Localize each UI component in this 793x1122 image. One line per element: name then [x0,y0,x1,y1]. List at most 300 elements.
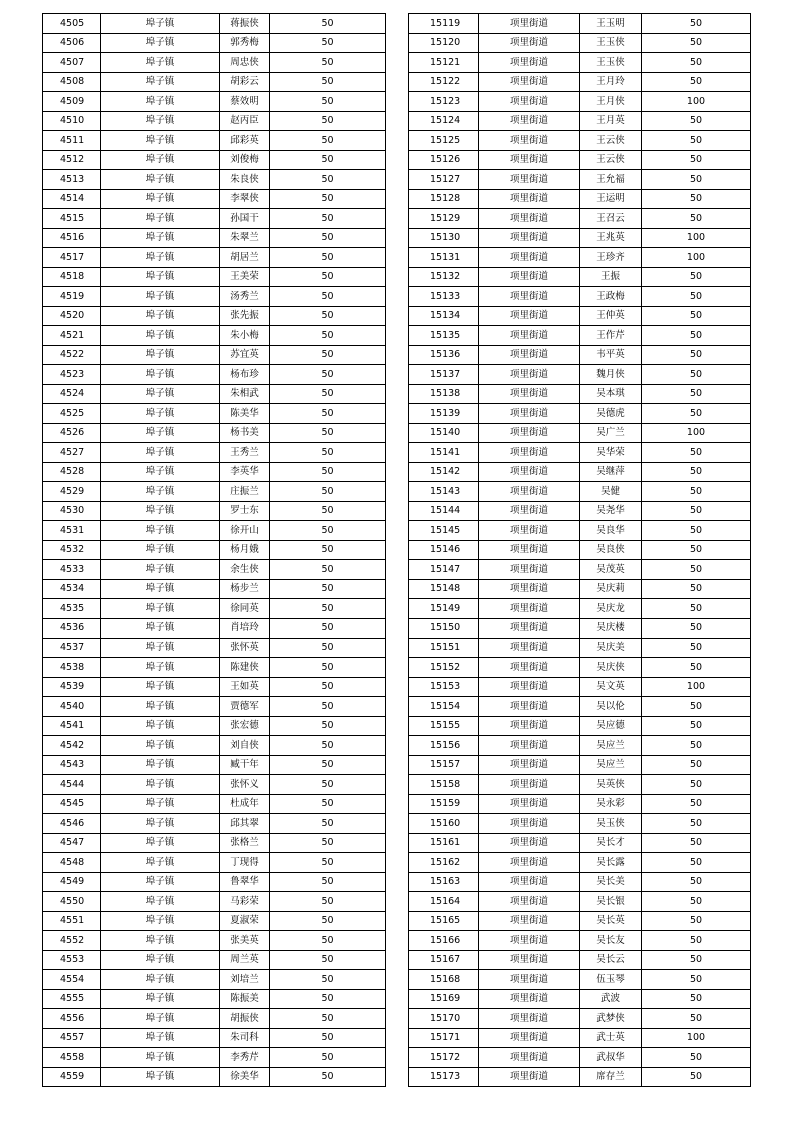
id-cell: 15154 [409,697,479,717]
name-cell: 刘自侠 [220,736,270,756]
name-cell: 吴以伦 [580,697,642,717]
amount-cell: 50 [270,1009,386,1029]
town-cell: 项里街道 [479,267,580,287]
id-cell: 15156 [409,736,479,756]
table-row [43,989,386,1009]
left-table-body [43,14,386,1087]
town-cell: 项里街道 [479,345,580,365]
amount-cell: 50 [642,404,751,424]
table-row [409,150,751,170]
table-row [43,14,386,34]
table-row [43,540,386,560]
table-row [409,540,751,560]
name-cell: 杜成年 [220,794,270,814]
amount-cell: 50 [270,970,386,990]
id-cell: 4547 [43,833,101,853]
name-cell: 吴长银 [580,892,642,912]
name-cell: 吴庆莉 [580,579,642,599]
id-cell: 15148 [409,579,479,599]
id-cell: 15163 [409,872,479,892]
name-cell: 余生侠 [220,560,270,580]
town-cell: 埠子镇 [101,521,220,541]
id-cell: 15167 [409,950,479,970]
id-cell: 15134 [409,306,479,326]
table-row [409,950,751,970]
name-cell: 张美英 [220,931,270,951]
town-cell: 埠子镇 [101,365,220,385]
name-cell: 杨书美 [220,423,270,443]
id-cell: 4514 [43,189,101,209]
id-cell: 15126 [409,150,479,170]
amount-cell: 100 [642,423,751,443]
town-cell: 项里街道 [479,814,580,834]
table-row [409,755,751,775]
amount-cell: 50 [642,599,751,619]
id-cell: 15172 [409,1048,479,1068]
table-row [409,697,751,717]
id-cell: 4536 [43,618,101,638]
amount-cell: 50 [642,482,751,502]
amount-cell: 50 [642,501,751,521]
id-cell: 15162 [409,853,479,873]
amount-cell: 50 [270,1028,386,1048]
name-cell: 臧干年 [220,755,270,775]
table-row [43,1009,386,1029]
town-cell: 项里街道 [479,482,580,502]
town-cell: 埠子镇 [101,697,220,717]
name-cell: 周忠侠 [220,53,270,73]
name-cell: 陈建侠 [220,658,270,678]
table-row [43,462,386,482]
name-cell: 周兰英 [220,950,270,970]
town-cell: 项里街道 [479,287,580,307]
town-cell: 项里街道 [479,189,580,209]
id-cell: 4518 [43,267,101,287]
name-cell: 陈美华 [220,404,270,424]
name-cell: 王月英 [580,111,642,131]
id-cell: 4526 [43,423,101,443]
table-row [43,560,386,580]
id-cell: 4513 [43,170,101,190]
town-cell: 埠子镇 [101,150,220,170]
amount-cell: 50 [642,989,751,1009]
id-cell: 15152 [409,658,479,678]
town-cell: 埠子镇 [101,950,220,970]
town-cell: 埠子镇 [101,892,220,912]
town-cell: 项里街道 [479,599,580,619]
name-cell: 郭秀梅 [220,33,270,53]
town-cell: 项里街道 [479,658,580,678]
amount-cell: 50 [270,150,386,170]
name-cell: 王振 [580,267,642,287]
table-row [43,384,386,404]
amount-cell: 50 [642,970,751,990]
id-cell: 4548 [43,853,101,873]
name-cell: 张先振 [220,306,270,326]
id-cell: 15165 [409,911,479,931]
table-row [409,326,751,346]
amount-cell: 50 [270,345,386,365]
amount-cell: 50 [270,53,386,73]
amount-cell: 50 [642,384,751,404]
name-cell: 张怀义 [220,775,270,795]
town-cell: 项里街道 [479,989,580,1009]
id-cell: 15131 [409,248,479,268]
table-row [409,814,751,834]
amount-cell: 50 [642,150,751,170]
amount-cell: 50 [642,638,751,658]
id-cell: 4522 [43,345,101,365]
name-cell: 吴永彩 [580,794,642,814]
right-table [408,13,751,1087]
name-cell: 吴尧华 [580,501,642,521]
amount-cell: 50 [270,638,386,658]
town-cell: 埠子镇 [101,579,220,599]
table-row [43,794,386,814]
town-cell: 项里街道 [479,365,580,385]
table-row [43,658,386,678]
table-row [43,287,386,307]
amount-cell: 50 [270,697,386,717]
town-cell: 项里街道 [479,521,580,541]
id-cell: 4508 [43,72,101,92]
name-cell: 王召云 [580,209,642,229]
table-row [409,462,751,482]
name-cell: 李英华 [220,462,270,482]
name-cell: 王玉侠 [580,53,642,73]
name-cell: 张格兰 [220,833,270,853]
id-cell: 15139 [409,404,479,424]
town-cell: 埠子镇 [101,853,220,873]
table-row [409,658,751,678]
id-cell: 15142 [409,462,479,482]
town-cell: 埠子镇 [101,345,220,365]
table-row [409,189,751,209]
town-cell: 埠子镇 [101,170,220,190]
town-cell: 埠子镇 [101,1028,220,1048]
town-cell: 埠子镇 [101,326,220,346]
id-cell: 4520 [43,306,101,326]
id-cell: 15120 [409,33,479,53]
town-cell: 项里街道 [479,111,580,131]
name-cell: 陈振美 [220,989,270,1009]
town-cell: 埠子镇 [101,33,220,53]
amount-cell: 50 [270,579,386,599]
name-cell: 王月侠 [580,92,642,112]
name-cell: 吴玉侠 [580,814,642,834]
amount-cell: 50 [270,111,386,131]
amount-cell: 50 [642,950,751,970]
table-row [409,423,751,443]
table-row [409,970,751,990]
town-cell: 项里街道 [479,618,580,638]
town-cell: 埠子镇 [101,658,220,678]
table-row [43,423,386,443]
town-cell: 项里街道 [479,92,580,112]
table-row [43,33,386,53]
amount-cell: 50 [270,131,386,151]
id-cell: 15132 [409,267,479,287]
town-cell: 埠子镇 [101,1009,220,1029]
amount-cell: 50 [642,755,751,775]
table-row [43,404,386,424]
amount-cell: 100 [642,1028,751,1048]
id-cell: 4534 [43,579,101,599]
id-cell: 4521 [43,326,101,346]
town-cell: 项里街道 [479,794,580,814]
town-cell: 埠子镇 [101,677,220,697]
name-cell: 邱其翠 [220,814,270,834]
name-cell: 王兆英 [580,228,642,248]
id-cell: 15135 [409,326,479,346]
id-cell: 15151 [409,638,479,658]
amount-cell: 50 [270,306,386,326]
amount-cell: 50 [270,14,386,34]
table-row [409,579,751,599]
amount-cell: 50 [642,443,751,463]
table-row [409,560,751,580]
amount-cell: 50 [642,892,751,912]
table-row [43,150,386,170]
amount-cell: 50 [270,677,386,697]
amount-cell: 50 [642,1009,751,1029]
amount-cell: 50 [270,911,386,931]
name-cell: 庄振兰 [220,482,270,502]
id-cell: 15123 [409,92,479,112]
id-cell: 4533 [43,560,101,580]
table-row [409,794,751,814]
amount-cell: 50 [642,53,751,73]
amount-cell: 50 [642,872,751,892]
town-cell: 项里街道 [479,677,580,697]
name-cell: 杨布珍 [220,365,270,385]
table-row [43,72,386,92]
table-row [409,72,751,92]
town-cell: 埠子镇 [101,560,220,580]
amount-cell: 50 [270,267,386,287]
table-row [43,579,386,599]
table-row [409,228,751,248]
name-cell: 吴长友 [580,931,642,951]
table-row [43,228,386,248]
amount-cell: 50 [270,248,386,268]
name-cell: 刘培兰 [220,970,270,990]
amount-cell: 50 [270,287,386,307]
amount-cell: 50 [270,33,386,53]
amount-cell: 50 [642,853,751,873]
name-cell: 王玉明 [580,14,642,34]
left-table [42,13,386,1087]
id-cell: 15161 [409,833,479,853]
amount-cell: 50 [270,658,386,678]
id-cell: 4506 [43,33,101,53]
town-cell: 项里街道 [479,33,580,53]
town-cell: 埠子镇 [101,618,220,638]
id-cell: 4541 [43,716,101,736]
id-cell: 15158 [409,775,479,795]
name-cell: 席存兰 [580,1067,642,1087]
name-cell: 朱相武 [220,384,270,404]
name-cell: 王月玲 [580,72,642,92]
name-cell: 吴长云 [580,950,642,970]
name-cell: 胡居兰 [220,248,270,268]
amount-cell: 50 [642,462,751,482]
amount-cell: 50 [270,404,386,424]
id-cell: 4556 [43,1009,101,1029]
id-cell: 4519 [43,287,101,307]
id-cell: 4551 [43,911,101,931]
town-cell: 埠子镇 [101,287,220,307]
id-cell: 15155 [409,716,479,736]
name-cell: 贾德军 [220,697,270,717]
table-row [409,521,751,541]
amount-cell: 50 [270,599,386,619]
table-row [409,443,751,463]
amount-cell: 50 [270,716,386,736]
town-cell: 埠子镇 [101,501,220,521]
table-row [43,170,386,190]
amount-cell: 50 [642,579,751,599]
table-row [409,345,751,365]
table-row [43,853,386,873]
town-cell: 项里街道 [479,131,580,151]
id-cell: 4558 [43,1048,101,1068]
amount-cell: 50 [642,345,751,365]
name-cell: 吴长美 [580,872,642,892]
town-cell: 埠子镇 [101,14,220,34]
town-cell: 埠子镇 [101,209,220,229]
id-cell: 15157 [409,755,479,775]
name-cell: 朱翠兰 [220,228,270,248]
name-cell: 苏宜英 [220,345,270,365]
town-cell: 埠子镇 [101,833,220,853]
name-cell: 王云侠 [580,131,642,151]
town-cell: 埠子镇 [101,638,220,658]
name-cell: 吴良华 [580,521,642,541]
table-row [43,111,386,131]
amount-cell: 50 [642,72,751,92]
name-cell: 王政梅 [580,287,642,307]
id-cell: 15169 [409,989,479,1009]
id-cell: 4523 [43,365,101,385]
town-cell: 项里街道 [479,892,580,912]
name-cell: 吴应德 [580,716,642,736]
table-row [43,501,386,521]
id-cell: 4545 [43,794,101,814]
town-cell: 埠子镇 [101,931,220,951]
table-row [409,306,751,326]
town-cell: 埠子镇 [101,1067,220,1087]
table-row [43,638,386,658]
name-cell: 吴广兰 [580,423,642,443]
id-cell: 4538 [43,658,101,678]
town-cell: 埠子镇 [101,228,220,248]
table-row [409,1009,751,1029]
town-cell: 埠子镇 [101,540,220,560]
table-row [43,306,386,326]
town-cell: 埠子镇 [101,72,220,92]
amount-cell: 50 [270,443,386,463]
table-row [409,618,751,638]
town-cell: 项里街道 [479,638,580,658]
town-cell: 埠子镇 [101,443,220,463]
town-cell: 项里街道 [479,14,580,34]
id-cell: 15147 [409,560,479,580]
amount-cell: 50 [270,618,386,638]
town-cell: 项里街道 [479,853,580,873]
town-cell: 项里街道 [479,736,580,756]
name-cell: 吴庆龙 [580,599,642,619]
table-row [409,287,751,307]
amount-cell: 50 [270,501,386,521]
id-cell: 4512 [43,150,101,170]
town-cell: 埠子镇 [101,53,220,73]
id-cell: 15129 [409,209,479,229]
town-cell: 项里街道 [479,423,580,443]
table-row [43,892,386,912]
amount-cell: 50 [270,950,386,970]
town-cell: 埠子镇 [101,1048,220,1068]
id-cell: 4537 [43,638,101,658]
table-row [409,931,751,951]
name-cell: 王玉侠 [580,33,642,53]
town-cell: 项里街道 [479,716,580,736]
town-cell: 埠子镇 [101,872,220,892]
town-cell: 项里街道 [479,248,580,268]
table-row [43,814,386,834]
id-cell: 4542 [43,736,101,756]
table-row [43,209,386,229]
name-cell: 吴庆侠 [580,658,642,678]
id-cell: 15164 [409,892,479,912]
amount-cell: 50 [642,131,751,151]
id-cell: 15124 [409,111,479,131]
id-cell: 15143 [409,482,479,502]
id-cell: 4553 [43,950,101,970]
town-cell: 项里街道 [479,150,580,170]
table-row [43,189,386,209]
table-row [43,1028,386,1048]
id-cell: 4525 [43,404,101,424]
town-cell: 埠子镇 [101,306,220,326]
id-cell: 4559 [43,1067,101,1087]
name-cell: 吴本琪 [580,384,642,404]
id-cell: 15121 [409,53,479,73]
name-cell: 鲁翠华 [220,872,270,892]
id-cell: 15128 [409,189,479,209]
name-cell: 朱小梅 [220,326,270,346]
name-cell: 王作芹 [580,326,642,346]
table-row [43,248,386,268]
town-cell: 埠子镇 [101,989,220,1009]
id-cell: 15160 [409,814,479,834]
name-cell: 吴德虎 [580,404,642,424]
table-row [409,384,751,404]
name-cell: 吴庆美 [580,638,642,658]
table-row [409,989,751,1009]
amount-cell: 50 [270,853,386,873]
id-cell: 15133 [409,287,479,307]
name-cell: 王运明 [580,189,642,209]
town-cell: 项里街道 [479,170,580,190]
name-cell: 吴庆楼 [580,618,642,638]
name-cell: 胡彩云 [220,72,270,92]
amount-cell: 50 [642,365,751,385]
name-cell: 蒋振侠 [220,14,270,34]
town-cell: 项里街道 [479,540,580,560]
town-cell: 项里街道 [479,1009,580,1029]
table-row [409,638,751,658]
